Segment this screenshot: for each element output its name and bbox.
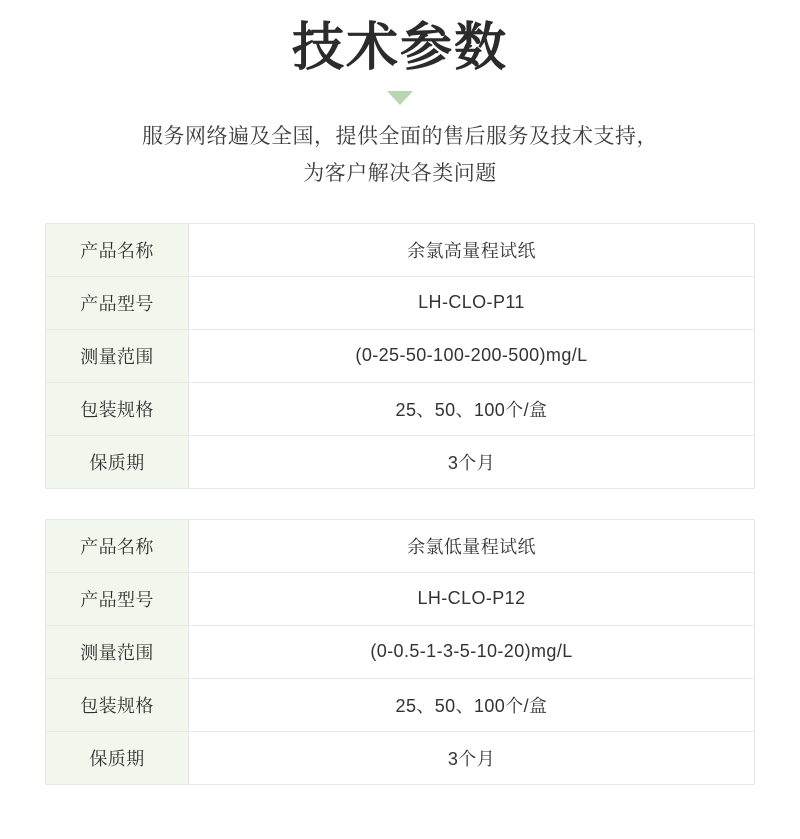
spec-table-low-range <box>45 519 755 785</box>
table-row <box>46 223 755 276</box>
row-label: 测量范围 <box>46 625 189 678</box>
row-value: 3个月 <box>189 435 755 488</box>
spec-table-high-range <box>45 223 755 489</box>
row-value: LH-CLO-P12 <box>189 572 755 625</box>
table-row <box>46 382 755 435</box>
row-value: (0-0.5-1-3-5-10-20)mg/L <box>189 625 755 678</box>
subtitle-line-1: 服务网络遍及全国，提供全面的售后服务及技术支持， <box>142 125 658 148</box>
page-title: 技术参数 <box>291 19 508 77</box>
table-row <box>46 435 755 488</box>
row-label: 产品型号 <box>46 572 189 625</box>
table-row <box>46 678 755 731</box>
table-row <box>46 276 755 329</box>
row-label: 产品名称 <box>46 519 189 572</box>
table-row <box>46 731 755 784</box>
row-value: 余氯高量程试纸 <box>189 223 755 276</box>
row-value: 3个月 <box>189 731 755 784</box>
table-row <box>46 625 755 678</box>
row-label: 测量范围 <box>46 329 189 382</box>
row-label: 产品型号 <box>46 276 189 329</box>
row-value: (0-25-50-100-200-500)mg/L <box>189 329 755 382</box>
row-value: LH-CLO-P11 <box>189 276 755 329</box>
row-value: 余氯低量程试纸 <box>189 519 755 572</box>
row-label: 包装规格 <box>46 678 189 731</box>
row-label: 产品名称 <box>46 223 189 276</box>
arrow-divider <box>45 91 755 105</box>
page-subtitle <box>142 119 658 193</box>
row-label: 包装规格 <box>46 382 189 435</box>
triangle-down-icon <box>387 91 413 105</box>
row-value: 25、50、100个/盒 <box>189 678 755 731</box>
row-value: 25、50、100个/盒 <box>189 382 755 435</box>
row-label: 保质期 <box>46 731 189 784</box>
table-row <box>46 519 755 572</box>
table-row <box>46 329 755 382</box>
row-label: 保质期 <box>46 435 189 488</box>
table-row <box>46 572 755 625</box>
subtitle-line-2: 为客户解决各类问题 <box>303 161 497 185</box>
